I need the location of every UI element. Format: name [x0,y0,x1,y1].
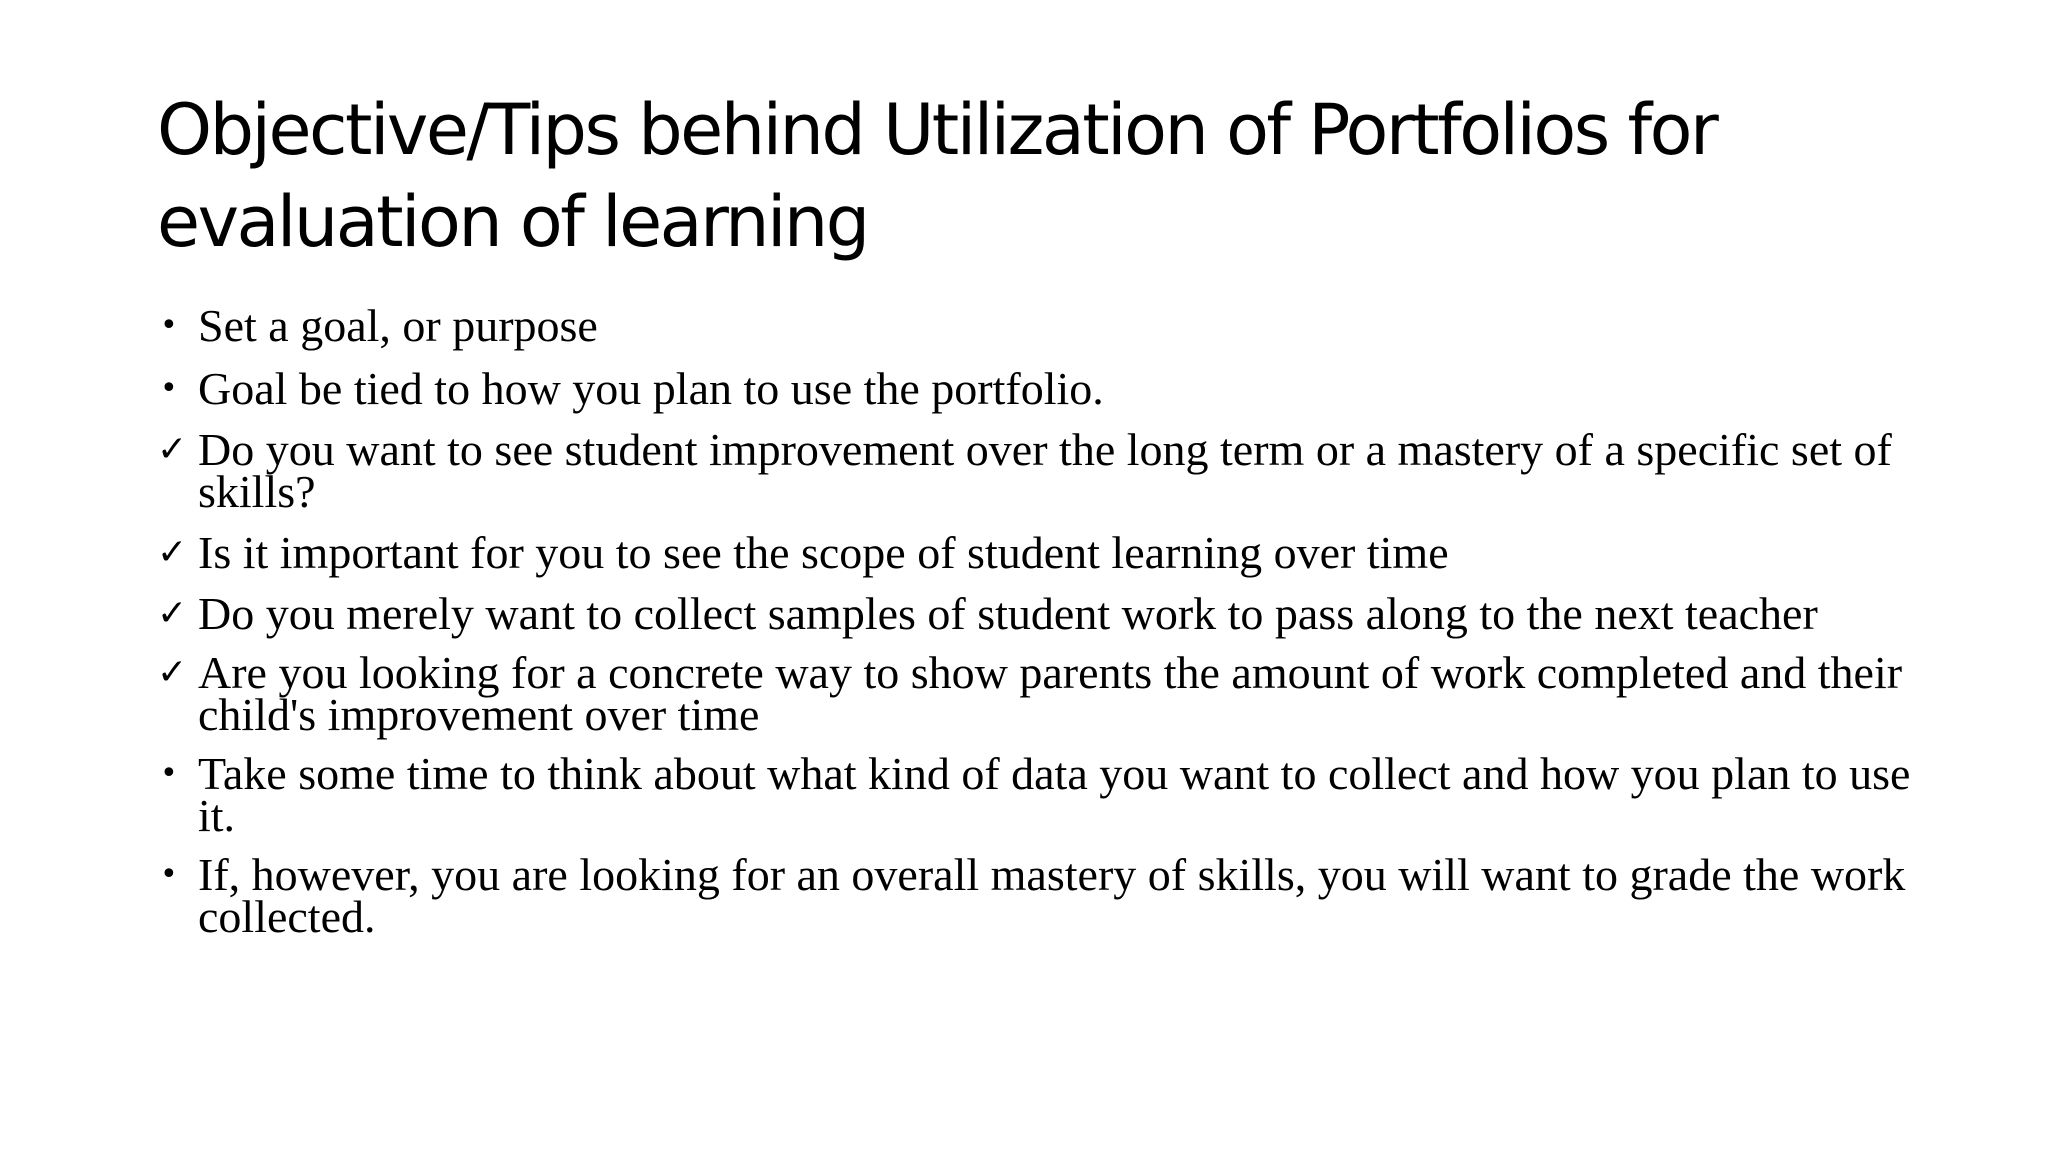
bullet-item [157,424,1917,517]
bullet-dot-icon: • [160,756,178,791]
bullet-text: Are you looking for a concrete way to show parents the amount of work completed and their child's improvement over time [198,647,1903,740]
bullet-item [157,748,1917,841]
bullet-dot-icon: • [160,857,178,892]
bullet-item [157,363,1917,414]
checkmark-icon: ✓ [157,593,188,634]
checkmark-icon: ✓ [157,429,188,470]
bullet-item [157,849,1917,942]
checkmark-icon: ✓ [157,652,188,693]
bullet-text: Set a goal, or purpose [198,300,598,351]
bullet-item [157,300,1917,351]
bullet-item [157,527,1917,578]
bullet-text: Do you merely want to collect samples of student work to pass along to the next teacher [198,588,1818,639]
bullet-text: Take some time to think about what kind of data you want to collect and how you plan to use it. [198,748,1911,841]
checkmark-icon: ✓ [157,532,188,573]
slide-title: Objective/Tips behind Utilization of Portfolios for evaluation of learning [157,89,1717,263]
bullet-text: If, however, you are looking for an overall mastery of skills, you will want to grade the work collected. [198,849,1906,942]
bullet-text: Do you want to see student improvement over the long term or a mastery of a specific set of skills? [198,424,1892,517]
bullet-text: Goal be tied to how you plan to use the portfolio. [198,363,1104,414]
bullet-item [157,647,1917,740]
bullet-dot-icon: • [160,371,178,406]
bullet-list [157,300,1917,955]
bullet-dot-icon: • [160,308,178,343]
bullet-item [157,588,1917,639]
bullet-text: Is it important for you to see the scope of student learning over time [198,527,1449,578]
